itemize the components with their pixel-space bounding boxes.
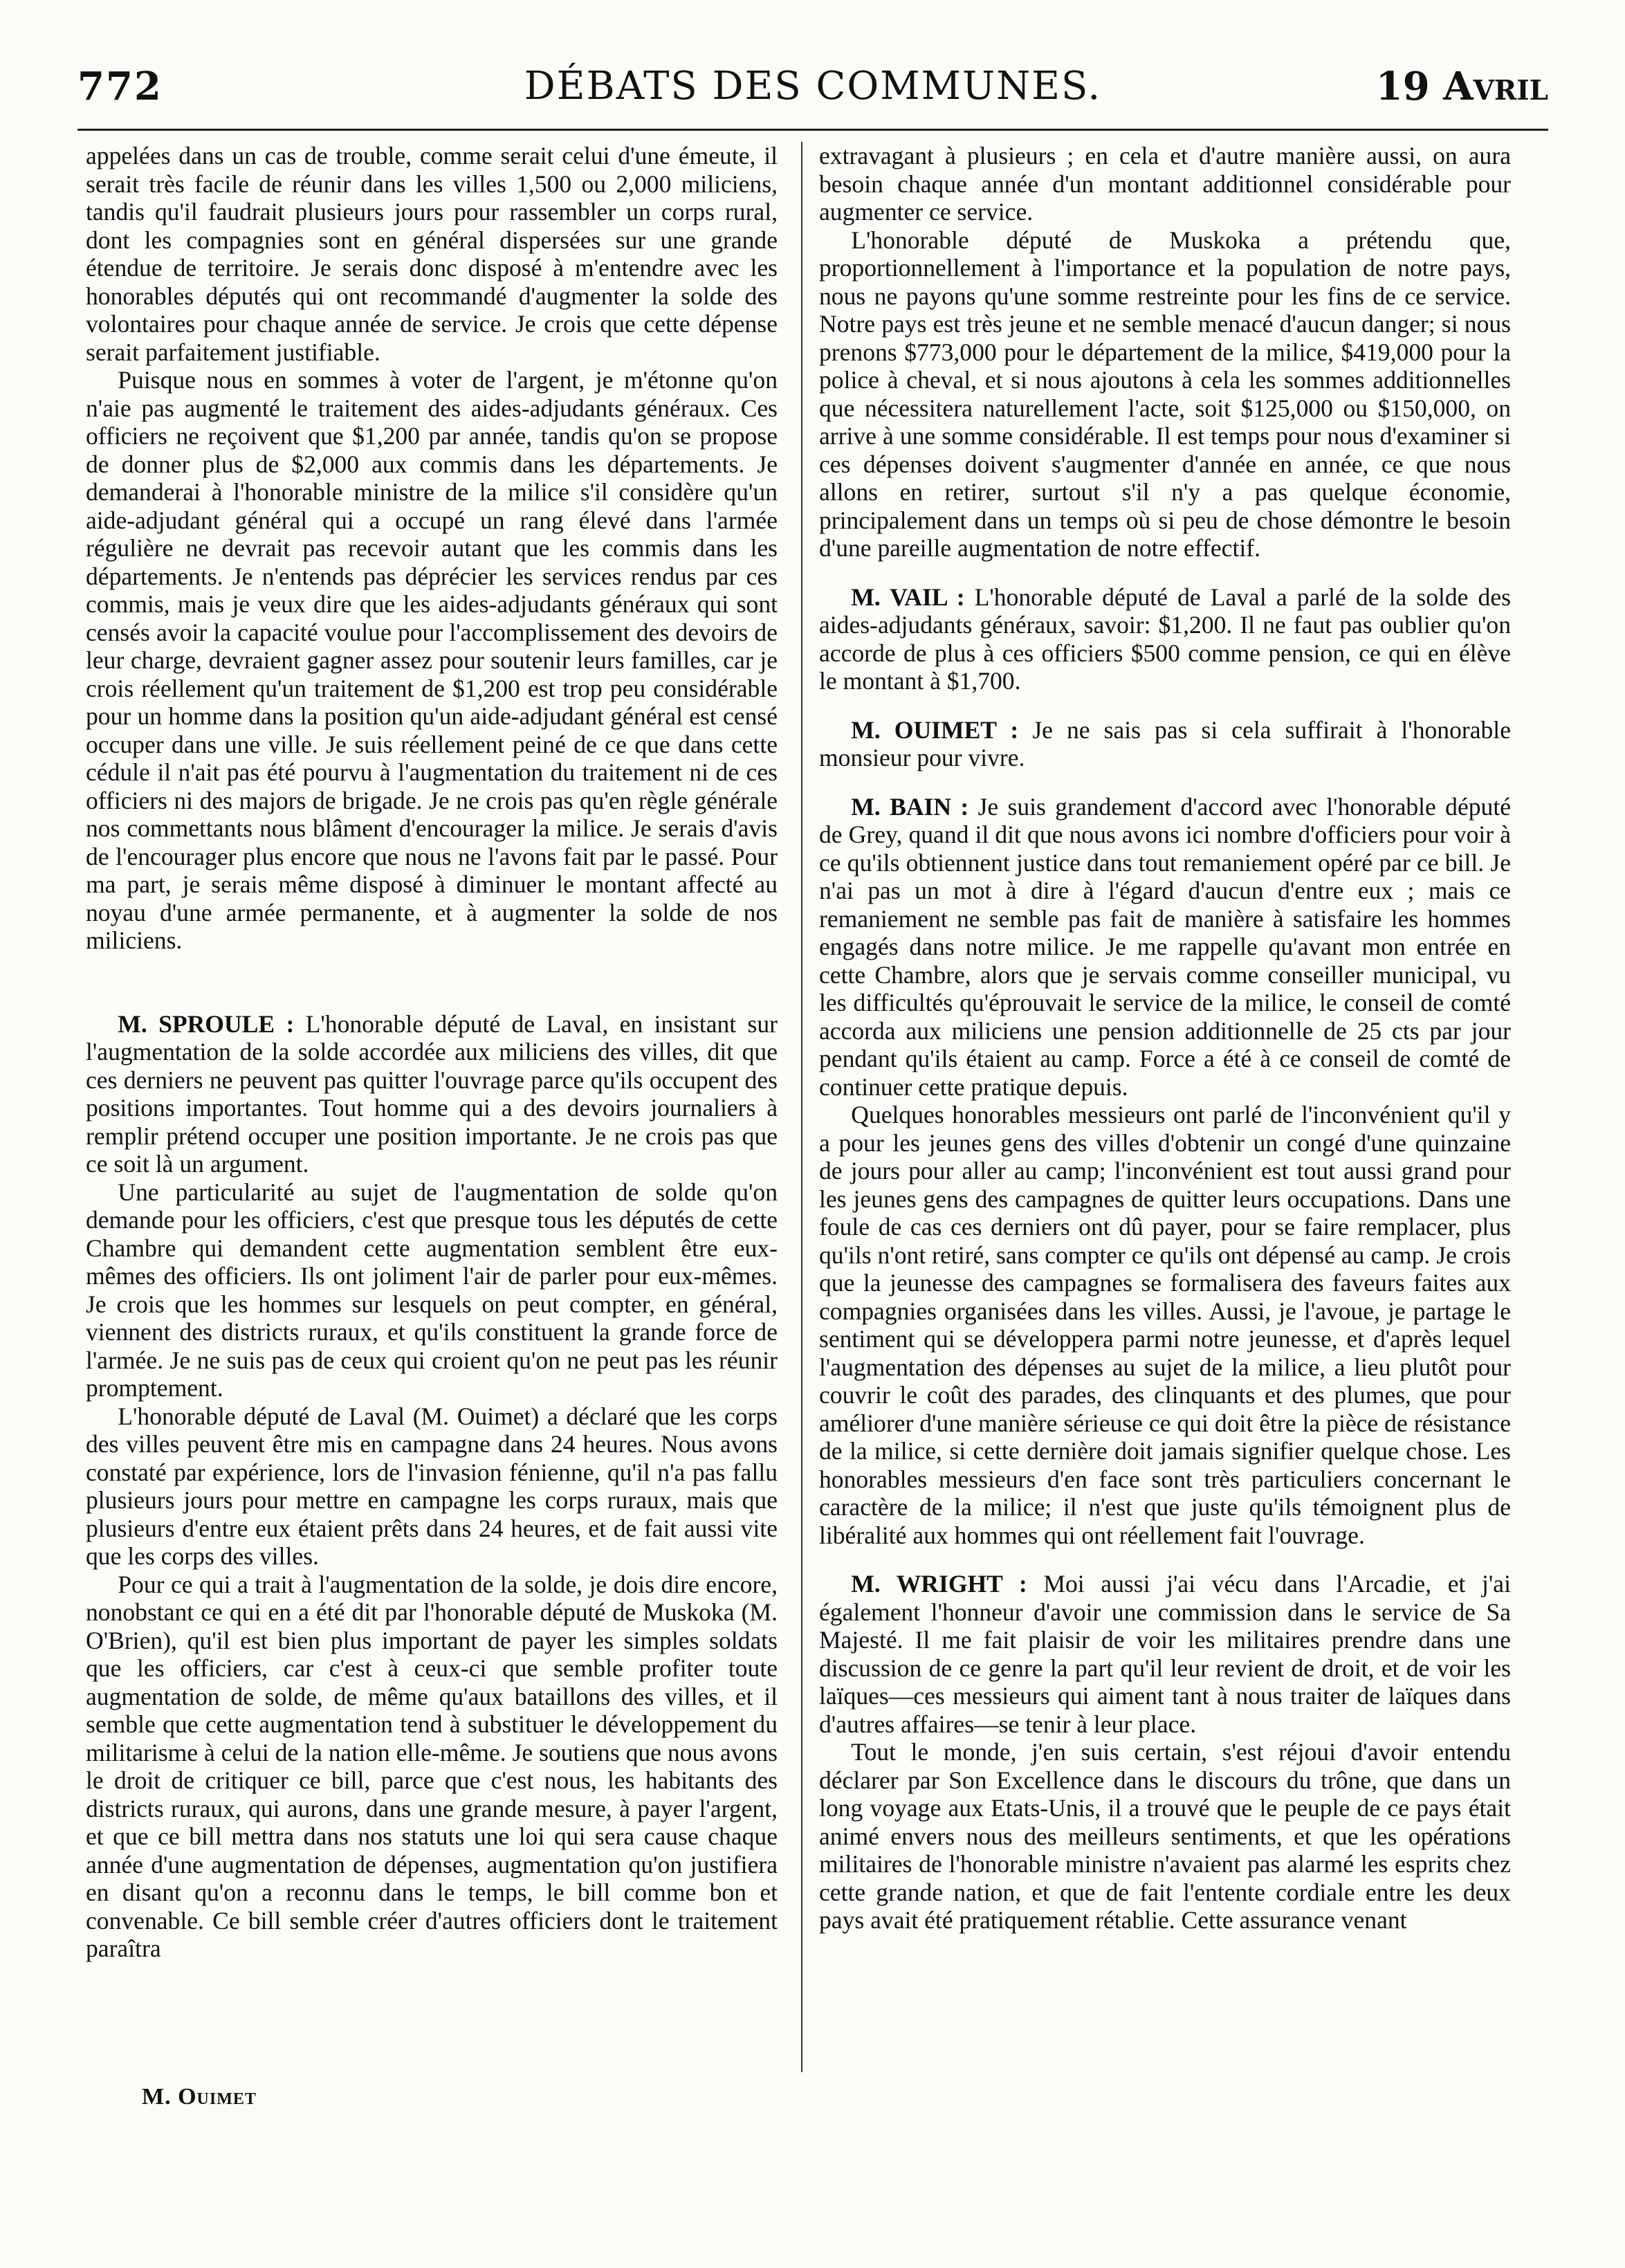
header-rule	[77, 129, 1548, 131]
column-divider	[801, 142, 802, 2072]
speaker-name: M. BAIN :	[851, 792, 969, 821]
left-column	[86, 142, 778, 2076]
paragraph: Une particularité au sujet de l'augmentation de solde qu'on demande pour les officiers, c'est que presque tous les députés de cette Chambre qui demandent cette augmentation semblent être eux-mêmes des officiers. Ils ont joliment l'air de parler pour eux-mêmes. Je crois que les hommes sur lesquels on peut compter, en général, viennent des districts ruraux, et qu'ils constituent la grande force de l'armée. Je ne suis pas de ceux qui croient qu'on ne peut pas les réunir promptement.	[86, 1178, 778, 1402]
speech-paragraph	[819, 716, 1511, 772]
speech-text: Je suis grandement d'accord avec l'honorable député de Grey, quand il dit que nous avons ici nombre d'officiers pour voir à ce qu'ils obtiennent justice dans tout remaniement opéré par ce bill. Je n'ai pas un mot à dire à l'égard d'aucun d'entre eux ; mais ce remaniement ne semble pas fait de manière à satisfaire les hommes engagés dans notre milice. Je me rappelle qu'avant mon entrée en cette Chambre, alors que je servais comme conseiller municipal, vu les difficultés qu'éprouvait le service de la milice, le conseil de comté accorda aux miliciens une pension additionnelle de 25 cts par jour pendant qu'ils étaient au camp. Force a été à ce conseil de comté de continuer cette pratique depuis.	[819, 792, 1511, 1101]
speech-text: L'honorable député de Laval, en insistant sur l'augmentation de la solde accordée aux miliciens des villes, dit que ces derniers ne peuvent pas quitter l'ouvrage parce qu'ils occupent des positions importantes. Tout homme qui a des devoirs journaliers à remplir prétend occuper une position importante. Je ne crois pas que ce soit là un argument.	[86, 1009, 778, 1178]
speaker-name: M. WRIGHT :	[851, 1570, 1027, 1598]
page-title: DÉBATS DES COMMUNES.	[524, 64, 1102, 109]
speech-text: L'honorable député de Laval a parlé de la solde des aides-adjudants généraux, savoir: $1,200. Il ne faut pas oublier qu'on accorde de plus à ces officiers $500 comme pension, ce qui en élève le montant à $1,700.	[819, 583, 1511, 695]
paragraph: L'honorable député de Muskoka a prétendu que, proportionnellement à l'importance et la population de notre pays, nous ne payons qu'une somme restreinte pour les fins de ce service. Notre pays est très jeune et ne semble menacé d'aucun danger; si nous prenons $773,000 pour le département de la milice, $419,000 pour la police à cheval, et si nous ajoutons à cela les sommes additionnelles que nécessitera naturellement l'acte, soit $125,000 ou $150,000, on arrive à une somme considérable. Il est temps pour nous d'examiner si ces dépenses doivent s'augmenter d'année en année, ce que nous allons en retirer, surtout s'il n'y a pas quelque économie, principalement dans un temps où si peu de chose démontre le besoin d'une pareille augmentation de notre effectif.	[819, 226, 1511, 562]
paragraph: Tout le monde, j'en suis certain, s'est réjoui d'avoir entendu déclarer par Son Excellence dans le discours du trône, que dans un long voyage aux Etats-Unis, il a trouvé que le peuple de ce pays était animé envers nous des meilleurs sentiments, et que les opérations militaires de l'honorable ministre n'avaient pas alarmé les esprits chez cette grande nation, et que de fait l'entente cordiale entre les deux pays avait été pratiquement rétablie. Cette assurance venant	[819, 1738, 1511, 1934]
speech-paragraph	[819, 1570, 1511, 1738]
speaker-name: M. SPROULE :	[118, 1009, 295, 1038]
page-date: 19 Avril	[1375, 64, 1548, 109]
speech-paragraph	[819, 583, 1511, 695]
speech-paragraph	[819, 793, 1511, 1101]
paragraph: Puisque nous en sommes à voter de l'argent, je m'étonne qu'on n'aie pas augmenté le traitement des aides-adjudants généraux. Ces officiers ne reçoivent que $1,200 par année, tandis qu'on se propose de donner plus de $2,000 aux commis dans les départements. Je demanderai à l'honorable ministre de la milice s'il considère qu'un aide-adjudant général qui a occupé un rang élevé dans l'armée régulière ne devrait pas recevoir autant que les commis dans les départements. Je n'entends pas déprécier les services rendus par ces commis, mais je veux dire que les aides-adjudants généraux qui sont censés avoir la capacité voulue pour l'accomplissement des devoirs de leur charge, devraient gagner assez pour soutenir leurs familles, car je crois réellement qu'un traitement de $1,200 est trop peu considérable pour un homme dans la position qu'un aide-adjudant général est censé occuper dans une ville. Je suis réellement peiné de ce que dans cette cédule il n'ait pas été pourvu à l'augmentation du traitement ni de ces officiers ni des majors de brigade. Je ne crois pas qu'en règle générale nos commettants nous blâment d'encourager la milice. Je serais d'avis de l'encourager plus encore que nous ne l'avons fait par le passé. Pour ma part, je serais même disposé à diminuer le montant affecté au noyau d'une armée permanente, et à augmenter la solde de nos miliciens.	[86, 366, 778, 954]
speech-text: Moi aussi j'ai vécu dans l'Arcadie, et j'ai également l'honneur d'avoir une commission dans le service de Sa Majesté. Il me fait plaisir de voir les militaires prendre dans une discussion de ce genre la part qu'il leur revient de droit, et de voir les laïques—ces messieurs qui aiment tant à nous traiter de laïques dans d'autres affaires—se tenir à leur place.	[819, 1570, 1511, 1738]
catchword: M. Ouimet	[142, 2084, 257, 2110]
paragraph: L'honorable député de Laval (M. Ouimet) a déclaré que les corps des villes peuvent être mis en campagne dans 24 heures. Nous avons constaté par expérience, lors de l'invasion fénienne, qu'il n'a pas fallu plusieurs jours pour mettre en campagne les corps ruraux, mais que plusieurs d'entre eux étaient prêts dans 24 heures, et de fait aussi vite que les corps des villes.	[86, 1402, 778, 1570]
paragraph: Pour ce qui a trait à l'augmentation de la solde, je dois dire encore, nonobstant ce qui en a été dit par l'honorable député de Muskoka (M. O'Brien), qu'il est bien plus important de payer les simples soldats que les officiers, car c'est à ceux-ci que semble profiter toute augmentation de solde, de même qu'aux bataillons des villes, et il semble que cette augmentation tend à substituer le développement du militarisme à celui de la nation elle-même. Je soutiens que nous avons le droit de critiquer ce bill, parce que c'est nous, les habitants des districts ruraux, qui aurons, dans une grande mesure, à payer l'argent, et que ce bill mettra dans nos statuts une loi qui sera cause chaque année d'une augmentation de dépenses, augmentation qu'on justifiera en disant qu'on a reconnu dans le temps, le bill comme bon et convenable. Ce bill semble créer d'autres officiers dont le traitement paraîtra	[86, 1570, 778, 1962]
right-column	[819, 142, 1511, 2076]
speaker-name: M. VAIL :	[851, 583, 965, 611]
speech-text: Je ne sais pas si cela suffirait à l'honorable monsieur pour vivre.	[819, 715, 1511, 771]
paragraph: appelées dans un cas de trouble, comme serait celui d'une émeute, il serait très facile de réunir dans les villes 1,500 ou 2,000 miliciens, tandis qu'il faudrait plusieurs jours pour rassembler un corps rural, dont les compagnies sont en général dispersées sur une grande étendue de territoire. Je serais donc disposé à m'entendre avec les honorables députés qui ont recommandé d'augmenter la solde des volontaires pour chaque année de service. Je crois que cette dépense serait parfaitement justifiable.	[86, 142, 778, 366]
speech-paragraph	[86, 1010, 778, 1178]
page-header	[77, 64, 1548, 119]
speaker-name: M. OUIMET :	[851, 715, 1019, 744]
paragraph: extravagant à plusieurs ; en cela et d'autre manière aussi, on aura besoin chaque année d'un montant additionnel considérable pour augmenter ce service.	[819, 142, 1511, 226]
paragraph: Quelques honorables messieurs ont parlé de l'inconvénient qu'il y a pour les jeunes gens des villes d'obtenir un congé d'une quinzaine de jours pour aller au camp; l'inconvénient est tout aussi grand pour les jeunes gens des campagnes de quitter leurs occupations. Dans une foule de cas ces derniers ont dû payer, pour se faire remplacer, plus qu'ils n'ont retiré, sans compter ce qu'ils ont dépensé au camp. Je crois que la jeunesse des campagnes se formalisera des faveurs faites aux compagnies organisées dans les villes. Aussi, je l'avoue, je partage le sentiment qui se développera parmi notre jeunesse, et d'après lequel l'augmentation des dépenses au sujet de la milice, a lieu plutôt pour couvrir le coût des parades, des clinquants et des plumes, que pour améliorer d'une manière sérieuse ce qui doit être la pièce de résistance de la milice, si cette dernière doit jamais signifier quelque chose. Les honorables messieurs d'en face sont très particuliers concernant le caractère de la milice; il n'est que juste qu'ils témoignent plus de libéralité aux hommes qui ont réellement fait l'ouvrage.	[819, 1101, 1511, 1549]
page-number: 772	[77, 64, 163, 109]
